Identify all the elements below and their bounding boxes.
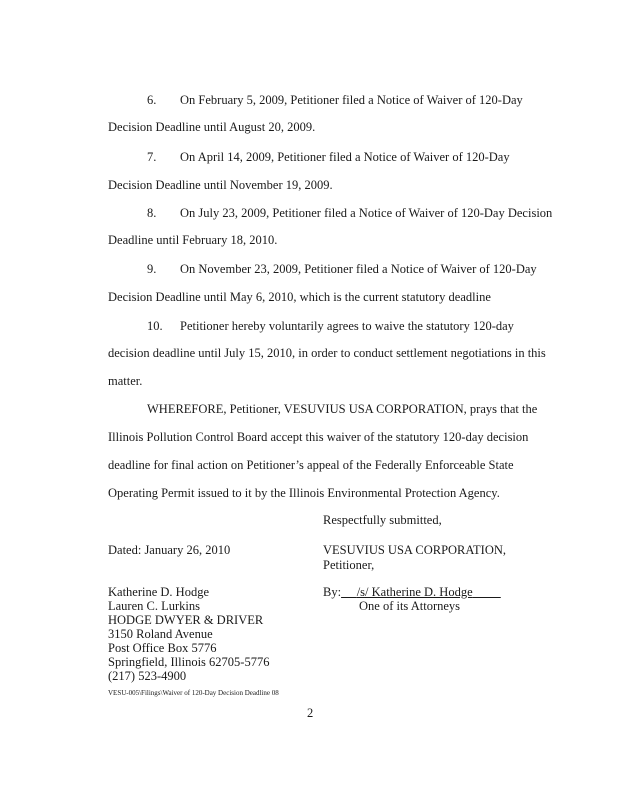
wherefore-line: WHEREFORE, Petitioner, VESUVIUS USA CORPORATION, prays that the	[147, 402, 538, 416]
paragraph-number: 10.	[147, 319, 163, 333]
party-role: Petitioner,	[323, 558, 375, 572]
counsel-line: (217) 523-4900	[108, 669, 187, 683]
wherefore-line: deadline for final action on Petitioner’s appeal of the Federally Enforceable State	[108, 458, 514, 472]
counsel-line: Springfield, Illinois 62705-5776	[108, 655, 270, 669]
party-name: VESUVIUS USA CORPORATION,	[323, 543, 507, 557]
wherefore-line: Operating Permit issued to it by the Illinois Environmental Protection Agency.	[108, 486, 500, 500]
signature-value: /s/ Katherine D. Hodge	[356, 585, 473, 599]
paragraph-text-line: On July 23, 2009, Petitioner filed a Notice of Waiver of 120-Day Decision	[180, 206, 553, 220]
counsel-line: HODGE DWYER & DRIVER	[108, 613, 264, 627]
footer-file-path: VESU-005\Filings\Waiver of 120-Day Decision Deadline 08	[108, 689, 279, 697]
paragraph-text-line: Decision Deadline until May 6, 2010, which is the current statutory deadline	[108, 290, 491, 304]
counsel-line: Katherine D. Hodge	[108, 585, 210, 599]
paragraph-text-line: matter.	[108, 374, 143, 388]
paragraph-number: 7.	[147, 150, 157, 164]
paragraph-text-line: On April 14, 2009, Petitioner filed a Notice of Waiver of 120-Day	[180, 150, 510, 164]
paragraph-number: 9.	[147, 262, 157, 276]
paragraph-text-line: Petitioner hereby voluntarily agrees to waive the statutory 120-day	[180, 319, 514, 333]
signature-title: One of its Attorneys	[359, 599, 461, 613]
paragraph-number: 8.	[147, 206, 157, 220]
paragraph-text-line: Deadline until February 18, 2010.	[108, 233, 278, 247]
paragraph-text-line: Decision Deadline until November 19, 2009.	[108, 178, 333, 192]
page-number: 2	[307, 706, 314, 720]
paragraph-number: 6.	[147, 93, 157, 107]
counsel-line: Post Office Box 5776	[108, 641, 217, 655]
paragraph-text-line: Decision Deadline until August 20, 2009.	[108, 120, 316, 134]
wherefore-line: Illinois Pollution Control Board accept this waiver of the statutory 120-day decision	[108, 430, 529, 444]
closing-text: Respectfully submitted,	[323, 513, 442, 527]
paragraph-text-line: On November 23, 2009, Petitioner filed a Notice of Waiver of 120-Day	[180, 262, 537, 276]
signature-by-label: By:	[323, 585, 342, 599]
counsel-line: Lauren C. Lurkins	[108, 599, 200, 613]
counsel-line: 3150 Roland Avenue	[108, 627, 213, 641]
paragraph-text-line: On February 5, 2009, Petitioner filed a Notice of Waiver of 120-Day	[180, 93, 523, 107]
dated-line: Dated: January 26, 2010	[108, 543, 231, 557]
signature-block	[323, 585, 501, 600]
paragraph-text-line: decision deadline until July 15, 2010, in order to conduct settlement negotiations in this	[108, 346, 546, 360]
